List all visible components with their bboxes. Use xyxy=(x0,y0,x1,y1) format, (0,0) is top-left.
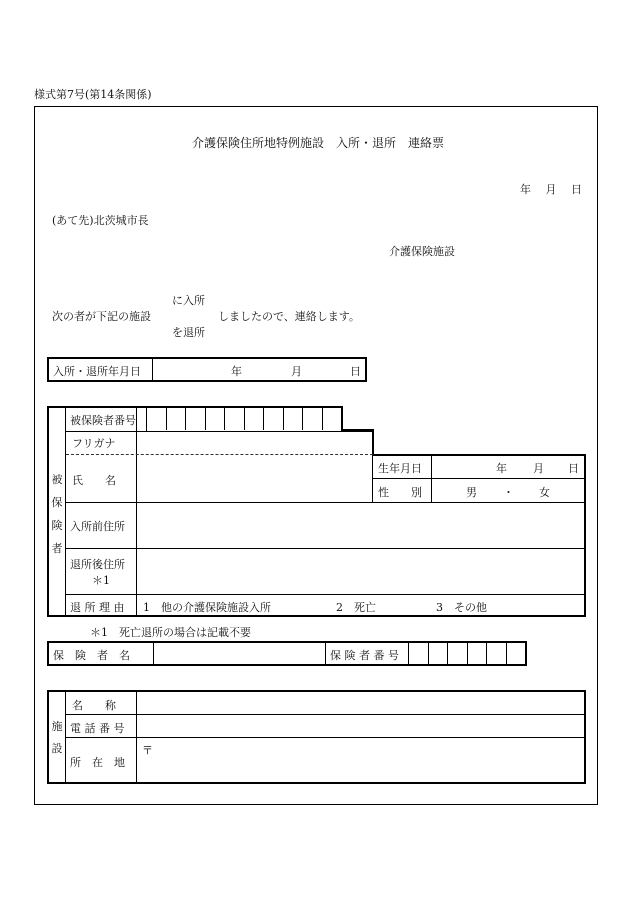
form-title: 介護保険住所地特例施設 入所・退所 連絡票 xyxy=(192,136,445,150)
birth-year: 年 xyxy=(496,462,507,475)
birth-day: 日 xyxy=(568,462,579,475)
birthdate-label: 生年月日 xyxy=(378,462,422,475)
notice-prefix: 次の者が下記の施設 xyxy=(52,310,151,323)
insured-number-label: 被保険者番号 xyxy=(70,414,136,427)
admission-date-label: 入所・退所年月日 xyxy=(53,365,141,378)
addressee: (あて先)北茨城市長 xyxy=(52,214,149,227)
admission-month: 月 xyxy=(291,365,302,378)
notice-option-leave: を退所 xyxy=(172,326,205,339)
reason-option-3[interactable]: 3 その他 xyxy=(436,601,487,614)
facility-address-label: 所 在 地 xyxy=(70,756,125,769)
birth-month: 月 xyxy=(533,462,544,475)
facility-name-label: 名 称 xyxy=(72,699,116,712)
name-field[interactable] xyxy=(137,456,372,501)
facility-heading: 介護保険施設 xyxy=(389,245,455,258)
notice-suffix: しましたので、連絡します。 xyxy=(218,310,360,323)
insured-number-cells[interactable] xyxy=(146,407,342,430)
sex-separator: ・ xyxy=(503,486,514,499)
insurer-name-field[interactable] xyxy=(154,643,324,664)
insured-section-label: 被 保 険 者 xyxy=(51,473,63,555)
reason-option-1[interactable]: 1 他の介護保険施設入所 xyxy=(143,601,271,614)
name-label: 氏 名 xyxy=(72,474,116,487)
insurer-number-label: 保 険 者 番 号 xyxy=(330,649,399,662)
form-number: 様式第7号(第14条関係) xyxy=(34,88,152,101)
footnote: ＊1 死亡退所の場合は記載不要 xyxy=(90,626,251,639)
before-address-label: 入所前住所 xyxy=(70,520,125,533)
insurer-name-label: 保 険 者 名 xyxy=(53,649,130,662)
furigana-label: フリガナ xyxy=(72,437,116,450)
facility-phone-label: 電 話 番 号 xyxy=(70,722,125,735)
admission-year: 年 xyxy=(231,365,242,378)
insurer-number-cells[interactable] xyxy=(408,643,525,664)
facility-section-label: 施 設 xyxy=(51,720,63,755)
admission-day: 日 xyxy=(350,365,361,378)
reason-option-2[interactable]: 2 死亡 xyxy=(336,601,376,614)
sex-female-option[interactable]: 女 xyxy=(539,486,550,499)
furigana-field[interactable] xyxy=(137,432,372,454)
notice-option-enter: に入所 xyxy=(172,294,205,307)
facility-phone-field[interactable] xyxy=(137,715,584,736)
after-address-note: ＊1 xyxy=(92,574,110,587)
facility-address-field[interactable] xyxy=(137,738,584,782)
date-line: 年 月 日 xyxy=(520,183,582,196)
after-address-field[interactable] xyxy=(137,549,584,593)
after-address-label: 退所後住所 xyxy=(70,558,125,571)
postal-mark: 〒 xyxy=(142,744,153,757)
sex-male-option[interactable]: 男 xyxy=(466,486,477,499)
reason-label: 退 所 理 由 xyxy=(70,601,125,614)
facility-name-field[interactable] xyxy=(137,692,584,713)
sex-label: 性 別 xyxy=(378,486,422,499)
before-address-field[interactable] xyxy=(137,503,584,548)
